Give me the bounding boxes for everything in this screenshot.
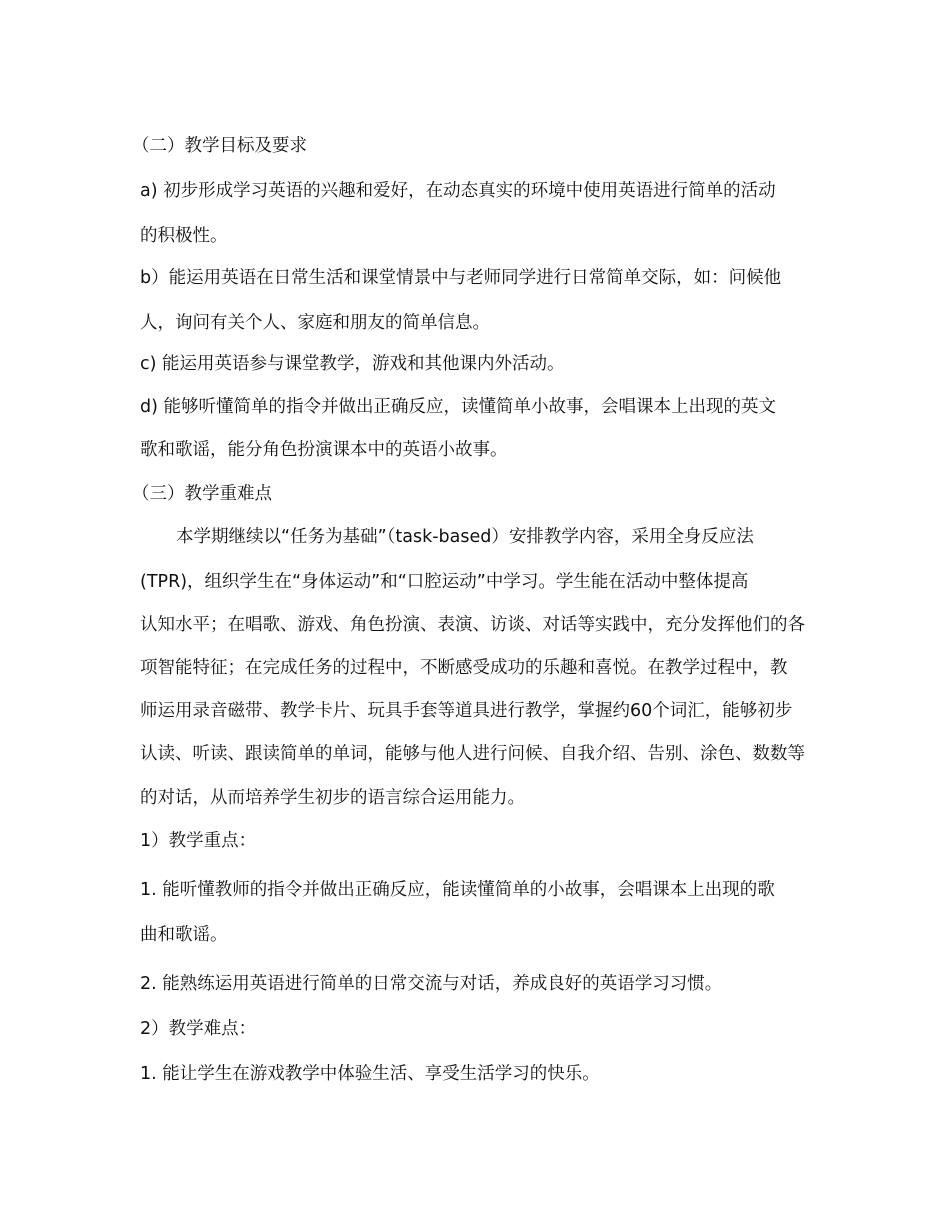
- paragraph-line-7: 的对话，从而培养学生初步的语言综合运用能力。: [140, 788, 525, 808]
- key-point-1-line-1: 1. 能听懂教师的指令并做出正确反应，能读懂简单的小故事，会唱课本上出现的歌: [140, 880, 775, 900]
- key-point-1-line-2: 曲和歌谣。: [140, 925, 228, 945]
- section-heading-goals: （二）教学目标及要求: [132, 136, 307, 156]
- paragraph-line-3: 认知水平；在唱歌、游戏、角色扮演、表演、访谈、对话等实践中，充分发挥他们的各: [140, 615, 805, 635]
- paragraph-line-1: 本学期继续以“任务为基础”（task-based）安排教学内容，采用全身反应法: [176, 527, 754, 547]
- paragraph-line-5: 师运用录音磁带、教学卡片、玩具手套等道具进行教学，掌握约60个词汇，能够初步: [140, 701, 793, 721]
- goal-b-line-1: b）能运用英语在日常生活和课堂情景中与老师同学进行日常简单交际，如：问候他: [140, 268, 782, 288]
- paragraph-line-6: 认读、听读、跟读简单的单词，能够与他人进行问候、自我介绍、告别、涂色、数数等: [140, 744, 805, 764]
- goal-b-line-2: 人，询问有关个人、家庭和朋友的简单信息。: [140, 313, 490, 333]
- difficult-point-1-line-1: 1. 能让学生在游戏教学中体验生活、享受生活学习的快乐。: [140, 1064, 600, 1084]
- goal-a-line-2: 的积极性。: [140, 226, 228, 246]
- goal-d-line-1: d) 能够听懂简单的指令并做出正确反应，读懂简单小故事，会唱课本上出现的英文: [140, 397, 776, 417]
- difficult-points-heading: 2）教学难点：: [140, 1019, 257, 1039]
- paragraph-line-2: (TPR)，组织学生在“身体运动”和“口腔运动”中学习。学生能在活动中整体提高: [140, 572, 749, 592]
- paragraph-line-4: 项智能特征；在完成任务的过程中，不断感受成功的乐趣和喜悦。在教学过程中，教: [140, 658, 788, 678]
- key-point-2-line-1: 2. 能熟练运用英语进行简单的日常交流与对话，养成良好的英语学习习惯。: [140, 974, 723, 994]
- section-heading-key-difficult: （三）教学重难点: [132, 484, 272, 504]
- key-points-heading: 1）教学重点：: [140, 831, 257, 851]
- goal-c-line-1: c) 能运用英语参与课堂教学，游戏和其他课内外活动。: [140, 354, 565, 374]
- goal-d-line-2: 歌和歌谣，能分角色扮演课本中的英语小故事。: [140, 440, 508, 460]
- goal-a-line-1: a) 初步形成学习英语的兴趣和爱好，在动态真实的环境中使用英语进行简单的活动: [140, 181, 776, 201]
